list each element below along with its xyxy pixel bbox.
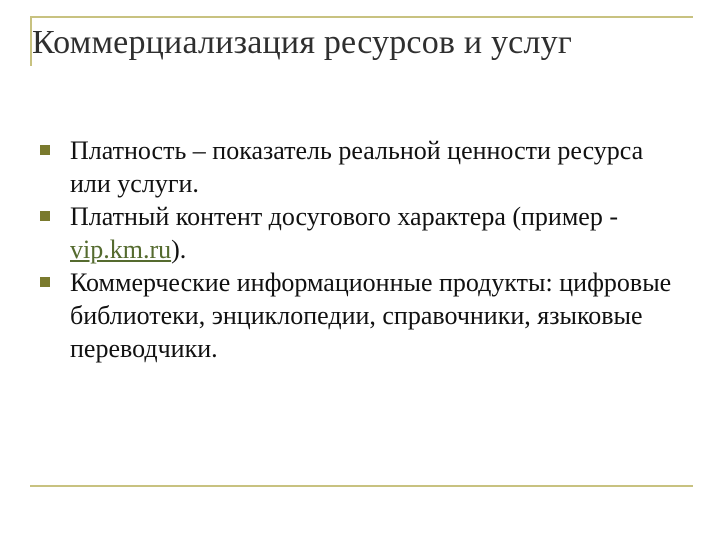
- bullet-text: Коммерческие информационные продукты: цифровые библиотеки, энциклопедии, справочники, языковые переводчики.: [70, 268, 672, 363]
- top-divider-line: [30, 16, 693, 18]
- bullet-text: Платность – показатель реальной ценности ресурса или услуги.: [70, 136, 644, 198]
- square-bullet-icon: [40, 211, 50, 221]
- site-link[interactable]: vip.km.ru: [70, 235, 172, 264]
- bullet-text-before-link: Платный контент досугового характера (пример -: [70, 202, 618, 231]
- bullet-list: [40, 134, 690, 365]
- bullet-item: [40, 200, 690, 266]
- square-bullet-icon: [40, 145, 50, 155]
- bullet-item: [40, 134, 690, 200]
- bullet-text-after-link: ).: [171, 235, 187, 264]
- bottom-divider-line: [30, 485, 693, 487]
- slide-title: Коммерциализация ресурсов и услуг: [32, 24, 572, 61]
- square-bullet-icon: [40, 277, 50, 287]
- bullet-item: [40, 266, 690, 365]
